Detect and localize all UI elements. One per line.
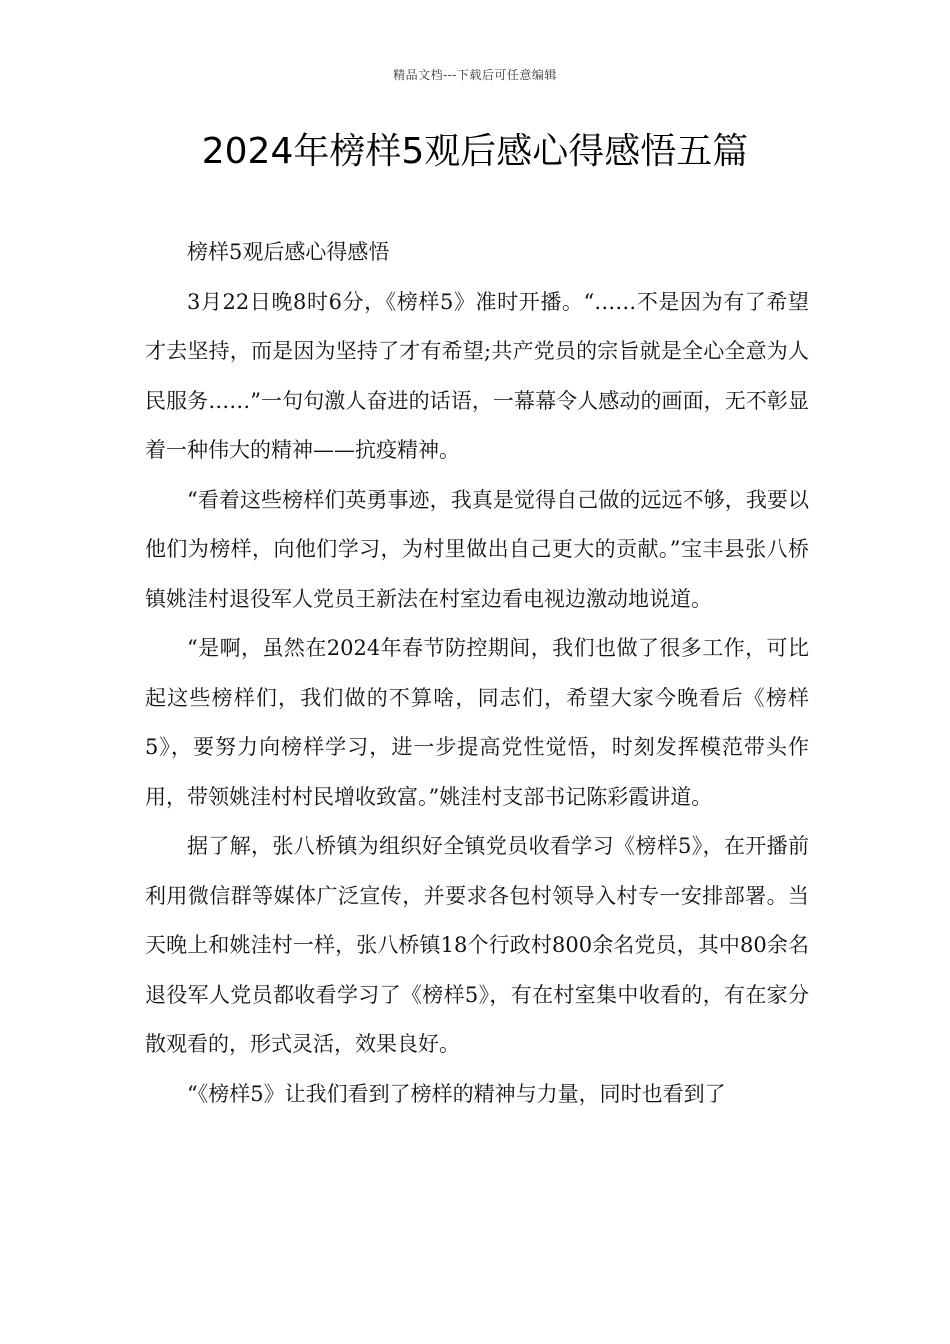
paragraph-4: 据了解，张八桥镇为组织好全镇党员收看学习《榜样5》，在开播前利用微信群等媒体广泛宣传，并要求各包村领导入村专一安排部署。当天晚上和姚洼村一样，张八桥镇18个行政村800余名党员，其中80余名退役军人党员都收看学习了《榜样5》，有在村室集中收看的，有在家分散观看的，形式灵活，效果良好。	[145, 834, 809, 1056]
document-title: 2024年榜样5观后感心得感悟五篇	[201, 131, 749, 172]
section-subheading: 榜样5观后感心得感悟	[187, 240, 390, 264]
paragraph-1: 3月22日晚8时6分，《榜样5》准时开播。“……不是因为有了希望才去坚持，而是因为坚持了才有希望;共产党员的宗旨就是全心全意为人民服务……”一句句激人奋进的话语，一幕幕令人感动的画面，无不彰显着一种伟大的精神——抗疫精神。	[145, 289, 809, 462]
paragraph-2: “看着这些榜样们英勇事迹，我真是觉得自己做的远远不够，我要以他们为榜样，向他们学习，为村里做出自己更大的贡献。”宝丰县张八桥镇姚洼村退役军人党员王新法在村室边看电视边激动地说道。	[145, 487, 809, 611]
paragraph-5: “《榜样5》让我们看到了榜样的精神与力量，同时也看到了	[187, 1081, 726, 1106]
header-note: 精品文档---下载后可任意编辑	[393, 68, 557, 82]
document-body	[145, 228, 809, 1119]
paragraph-3: “是啊，虽然在2024年春节防控期间，我们也做了很多工作，可比起这些榜样们，我们做的不算啥，同志们，希望大家今晚看后《榜样5》，要努力向榜样学习，进一步提高党性觉悟，时刻发挥模范带头作用，带领姚洼村村民增收致富。”姚洼村支部书记陈彩霞讲道。	[145, 636, 809, 809]
